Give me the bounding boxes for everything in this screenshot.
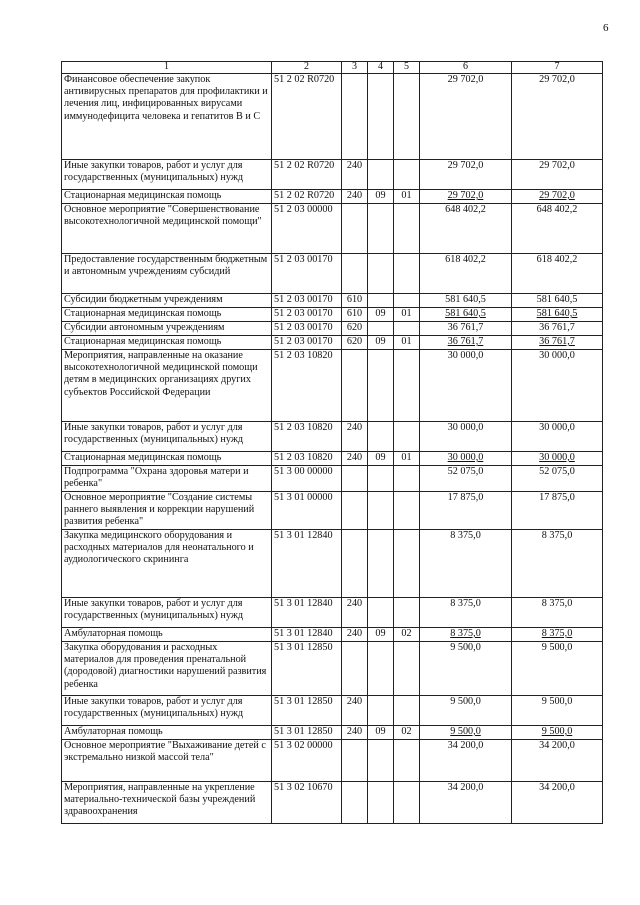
cell-sum2: 8 375,0 xyxy=(512,530,603,598)
cell-vr: 620 xyxy=(342,336,368,350)
cell-code: 51 2 03 00000 xyxy=(272,204,342,254)
table-row xyxy=(62,740,603,782)
cell-pr xyxy=(394,696,420,726)
cell-vr: 240 xyxy=(342,628,368,642)
cell-pr xyxy=(394,322,420,336)
table-row xyxy=(62,422,603,452)
cell-pr: 02 xyxy=(394,726,420,740)
table-row xyxy=(62,322,603,336)
table-row xyxy=(62,782,603,824)
cell-pr xyxy=(394,204,420,254)
cell-pr: 01 xyxy=(394,308,420,322)
cell-rz: 09 xyxy=(368,452,394,466)
column-header: 3 xyxy=(342,62,368,74)
cell-sum1: 581 640,5 xyxy=(420,308,512,322)
cell-code: 51 2 03 10820 xyxy=(272,452,342,466)
cell-code: 51 3 01 00000 xyxy=(272,492,342,530)
cell-pr xyxy=(394,350,420,422)
table-row xyxy=(62,642,603,696)
cell-name: Основное мероприятие "Совершенствование высокотехнологичной медицинской помощи" xyxy=(62,204,272,254)
cell-sum1: 9 500,0 xyxy=(420,642,512,696)
cell-sum1: 34 200,0 xyxy=(420,782,512,824)
cell-name: Закупка оборудования и расходных материалов для проведения пренатальной (дородовой) диагностики нарушений развития ребенка xyxy=(62,642,272,696)
cell-pr xyxy=(394,782,420,824)
column-header: 7 xyxy=(512,62,603,74)
cell-sum2: 618 402,2 xyxy=(512,254,603,294)
cell-name: Предоставление государственным бюджетным и автономным учреждениям субсидий xyxy=(62,254,272,294)
cell-vr: 240 xyxy=(342,452,368,466)
cell-sum1: 36 761,7 xyxy=(420,336,512,350)
cell-rz xyxy=(368,322,394,336)
cell-code: 51 2 03 00170 xyxy=(272,322,342,336)
cell-rz: 09 xyxy=(368,190,394,204)
cell-name: Стационарная медицинская помощь xyxy=(62,308,272,322)
cell-rz xyxy=(368,642,394,696)
cell-sum2: 30 000,0 xyxy=(512,452,603,466)
table-row xyxy=(62,530,603,598)
cell-sum2: 581 640,5 xyxy=(512,308,603,322)
cell-vr xyxy=(342,204,368,254)
cell-sum1: 52 075,0 xyxy=(420,466,512,492)
cell-vr: 610 xyxy=(342,294,368,308)
cell-rz xyxy=(368,204,394,254)
cell-vr xyxy=(342,350,368,422)
cell-sum2: 8 375,0 xyxy=(512,598,603,628)
cell-vr: 240 xyxy=(342,190,368,204)
table-row xyxy=(62,336,603,350)
cell-code: 51 2 02 R0720 xyxy=(272,74,342,160)
cell-rz xyxy=(368,422,394,452)
column-header: 5 xyxy=(394,62,420,74)
cell-vr xyxy=(342,530,368,598)
cell-sum1: 8 375,0 xyxy=(420,628,512,642)
cell-sum2: 8 375,0 xyxy=(512,628,603,642)
table-row xyxy=(62,628,603,642)
table-row xyxy=(62,452,603,466)
cell-sum2: 52 075,0 xyxy=(512,466,603,492)
budget-table xyxy=(61,61,603,824)
table-row xyxy=(62,308,603,322)
cell-rz xyxy=(368,782,394,824)
cell-code: 51 3 01 12850 xyxy=(272,726,342,740)
cell-code: 51 3 01 12840 xyxy=(272,628,342,642)
cell-vr: 240 xyxy=(342,598,368,628)
cell-pr xyxy=(394,642,420,696)
cell-vr xyxy=(342,254,368,294)
cell-name: Финансовое обеспечение закупок антивирусных препаратов для профилактики и лечения лиц, инфицированных вирусами иммунодефицита человека и гепатитов В и С xyxy=(62,74,272,160)
cell-sum2: 34 200,0 xyxy=(512,740,603,782)
cell-sum1: 8 375,0 xyxy=(420,530,512,598)
column-header: 6 xyxy=(420,62,512,74)
cell-vr xyxy=(342,782,368,824)
cell-rz xyxy=(368,160,394,190)
cell-pr: 02 xyxy=(394,628,420,642)
cell-rz xyxy=(368,492,394,530)
cell-sum1: 648 402,2 xyxy=(420,204,512,254)
cell-name: Основное мероприятие "Создание системы раннего выявления и коррекции нарушений развития ребенка" xyxy=(62,492,272,530)
table-row xyxy=(62,466,603,492)
cell-pr xyxy=(394,160,420,190)
cell-sum1: 9 500,0 xyxy=(420,726,512,740)
cell-name: Иные закупки товаров, работ и услуг для государственных (муниципальных) нужд xyxy=(62,696,272,726)
table-row xyxy=(62,204,603,254)
cell-code: 51 2 03 00170 xyxy=(272,254,342,294)
cell-name: Амбулаторная помощь xyxy=(62,628,272,642)
cell-sum2: 9 500,0 xyxy=(512,642,603,696)
cell-rz xyxy=(368,294,394,308)
cell-vr: 240 xyxy=(342,422,368,452)
cell-pr xyxy=(394,254,420,294)
table-row xyxy=(62,254,603,294)
table-row xyxy=(62,350,603,422)
cell-name: Амбулаторная помощь xyxy=(62,726,272,740)
cell-pr xyxy=(394,294,420,308)
cell-name: Мероприятия, направленные на оказание высокотехнологичной медицинской помощи детям в медицинских организациях других субъектов Российской Федерации xyxy=(62,350,272,422)
cell-vr: 240 xyxy=(342,696,368,726)
cell-pr xyxy=(394,598,420,628)
cell-rz xyxy=(368,254,394,294)
cell-sum2: 17 875,0 xyxy=(512,492,603,530)
cell-vr: 610 xyxy=(342,308,368,322)
cell-rz xyxy=(368,530,394,598)
cell-sum1: 29 702,0 xyxy=(420,160,512,190)
cell-name: Иные закупки товаров, работ и услуг для государственных (муниципальных) нужд xyxy=(62,422,272,452)
cell-code: 51 3 02 10670 xyxy=(272,782,342,824)
cell-sum1: 618 402,2 xyxy=(420,254,512,294)
cell-code: 51 2 03 00170 xyxy=(272,336,342,350)
cell-name: Стационарная медицинская помощь xyxy=(62,452,272,466)
page-number: 6 xyxy=(603,22,609,34)
cell-name: Стационарная медицинская помощь xyxy=(62,190,272,204)
cell-code: 51 2 03 00170 xyxy=(272,308,342,322)
table-body xyxy=(62,74,603,824)
cell-rz: 09 xyxy=(368,628,394,642)
cell-sum1: 34 200,0 xyxy=(420,740,512,782)
cell-sum2: 36 761,7 xyxy=(512,336,603,350)
cell-vr: 240 xyxy=(342,726,368,740)
column-header: 2 xyxy=(272,62,342,74)
table-row xyxy=(62,190,603,204)
cell-pr xyxy=(394,740,420,782)
cell-vr xyxy=(342,642,368,696)
cell-sum2: 29 702,0 xyxy=(512,190,603,204)
table-row xyxy=(62,160,603,190)
cell-code: 51 2 03 00170 xyxy=(272,294,342,308)
table-row xyxy=(62,294,603,308)
cell-sum1: 36 761,7 xyxy=(420,322,512,336)
cell-vr xyxy=(342,466,368,492)
cell-sum2: 9 500,0 xyxy=(512,726,603,740)
cell-sum1: 9 500,0 xyxy=(420,696,512,726)
cell-sum2: 648 402,2 xyxy=(512,204,603,254)
cell-code: 51 2 03 10820 xyxy=(272,350,342,422)
cell-sum2: 30 000,0 xyxy=(512,350,603,422)
cell-sum2: 9 500,0 xyxy=(512,696,603,726)
cell-rz: 09 xyxy=(368,726,394,740)
cell-name: Мероприятия, направленные на укрепление материально-технической базы учреждений здравоохранения xyxy=(62,782,272,824)
cell-pr xyxy=(394,530,420,598)
cell-rz xyxy=(368,598,394,628)
cell-rz xyxy=(368,696,394,726)
cell-code: 51 2 02 R0720 xyxy=(272,160,342,190)
cell-code: 51 3 02 00000 xyxy=(272,740,342,782)
cell-pr xyxy=(394,74,420,160)
cell-name: Субсидии автономным учреждениям xyxy=(62,322,272,336)
cell-code: 51 3 01 12850 xyxy=(272,642,342,696)
cell-pr xyxy=(394,422,420,452)
cell-name: Закупка медицинского оборудования и расходных материалов для неонатального и аудиологического скрининга xyxy=(62,530,272,598)
cell-rz xyxy=(368,74,394,160)
cell-sum1: 8 375,0 xyxy=(420,598,512,628)
cell-sum2: 36 761,7 xyxy=(512,322,603,336)
cell-sum2: 29 702,0 xyxy=(512,74,603,160)
cell-rz xyxy=(368,740,394,782)
cell-sum2: 30 000,0 xyxy=(512,422,603,452)
cell-sum2: 34 200,0 xyxy=(512,782,603,824)
cell-sum1: 581 640,5 xyxy=(420,294,512,308)
cell-rz: 09 xyxy=(368,308,394,322)
cell-pr xyxy=(394,492,420,530)
cell-vr: 620 xyxy=(342,322,368,336)
cell-name: Иные закупки товаров, работ и услуг для государственных (муниципальных) нужд xyxy=(62,598,272,628)
cell-pr: 01 xyxy=(394,190,420,204)
cell-code: 51 3 00 00000 xyxy=(272,466,342,492)
cell-name: Подпрограмма "Охрана здоровья матери и ребенка" xyxy=(62,466,272,492)
cell-vr xyxy=(342,740,368,782)
cell-name: Иные закупки товаров, работ и услуг для государственных (муниципальных) нужд xyxy=(62,160,272,190)
cell-sum1: 17 875,0 xyxy=(420,492,512,530)
cell-code: 51 2 02 R0720 xyxy=(272,190,342,204)
cell-code: 51 3 01 12840 xyxy=(272,598,342,628)
cell-pr: 01 xyxy=(394,336,420,350)
column-header: 4 xyxy=(368,62,394,74)
cell-sum1: 29 702,0 xyxy=(420,190,512,204)
cell-rz xyxy=(368,466,394,492)
table-row xyxy=(62,696,603,726)
cell-sum1: 30 000,0 xyxy=(420,422,512,452)
table-row xyxy=(62,726,603,740)
cell-rz xyxy=(368,350,394,422)
cell-sum1: 30 000,0 xyxy=(420,452,512,466)
cell-sum1: 30 000,0 xyxy=(420,350,512,422)
cell-name: Стационарная медицинская помощь xyxy=(62,336,272,350)
table-row xyxy=(62,598,603,628)
cell-code: 51 3 01 12840 xyxy=(272,530,342,598)
cell-name: Субсидии бюджетным учреждениям xyxy=(62,294,272,308)
cell-name: Основное мероприятие "Выхаживание детей с экстремально низкой массой тела" xyxy=(62,740,272,782)
cell-pr: 01 xyxy=(394,452,420,466)
cell-code: 51 3 01 12850 xyxy=(272,696,342,726)
table-row xyxy=(62,74,603,160)
cell-sum2: 581 640,5 xyxy=(512,294,603,308)
cell-vr xyxy=(342,74,368,160)
cell-code: 51 2 03 10820 xyxy=(272,422,342,452)
table-row xyxy=(62,492,603,530)
header-row xyxy=(62,62,603,74)
cell-vr xyxy=(342,492,368,530)
column-header: 1 xyxy=(62,62,272,74)
cell-sum2: 29 702,0 xyxy=(512,160,603,190)
cell-sum1: 29 702,0 xyxy=(420,74,512,160)
cell-rz: 09 xyxy=(368,336,394,350)
cell-vr: 240 xyxy=(342,160,368,190)
cell-pr xyxy=(394,466,420,492)
